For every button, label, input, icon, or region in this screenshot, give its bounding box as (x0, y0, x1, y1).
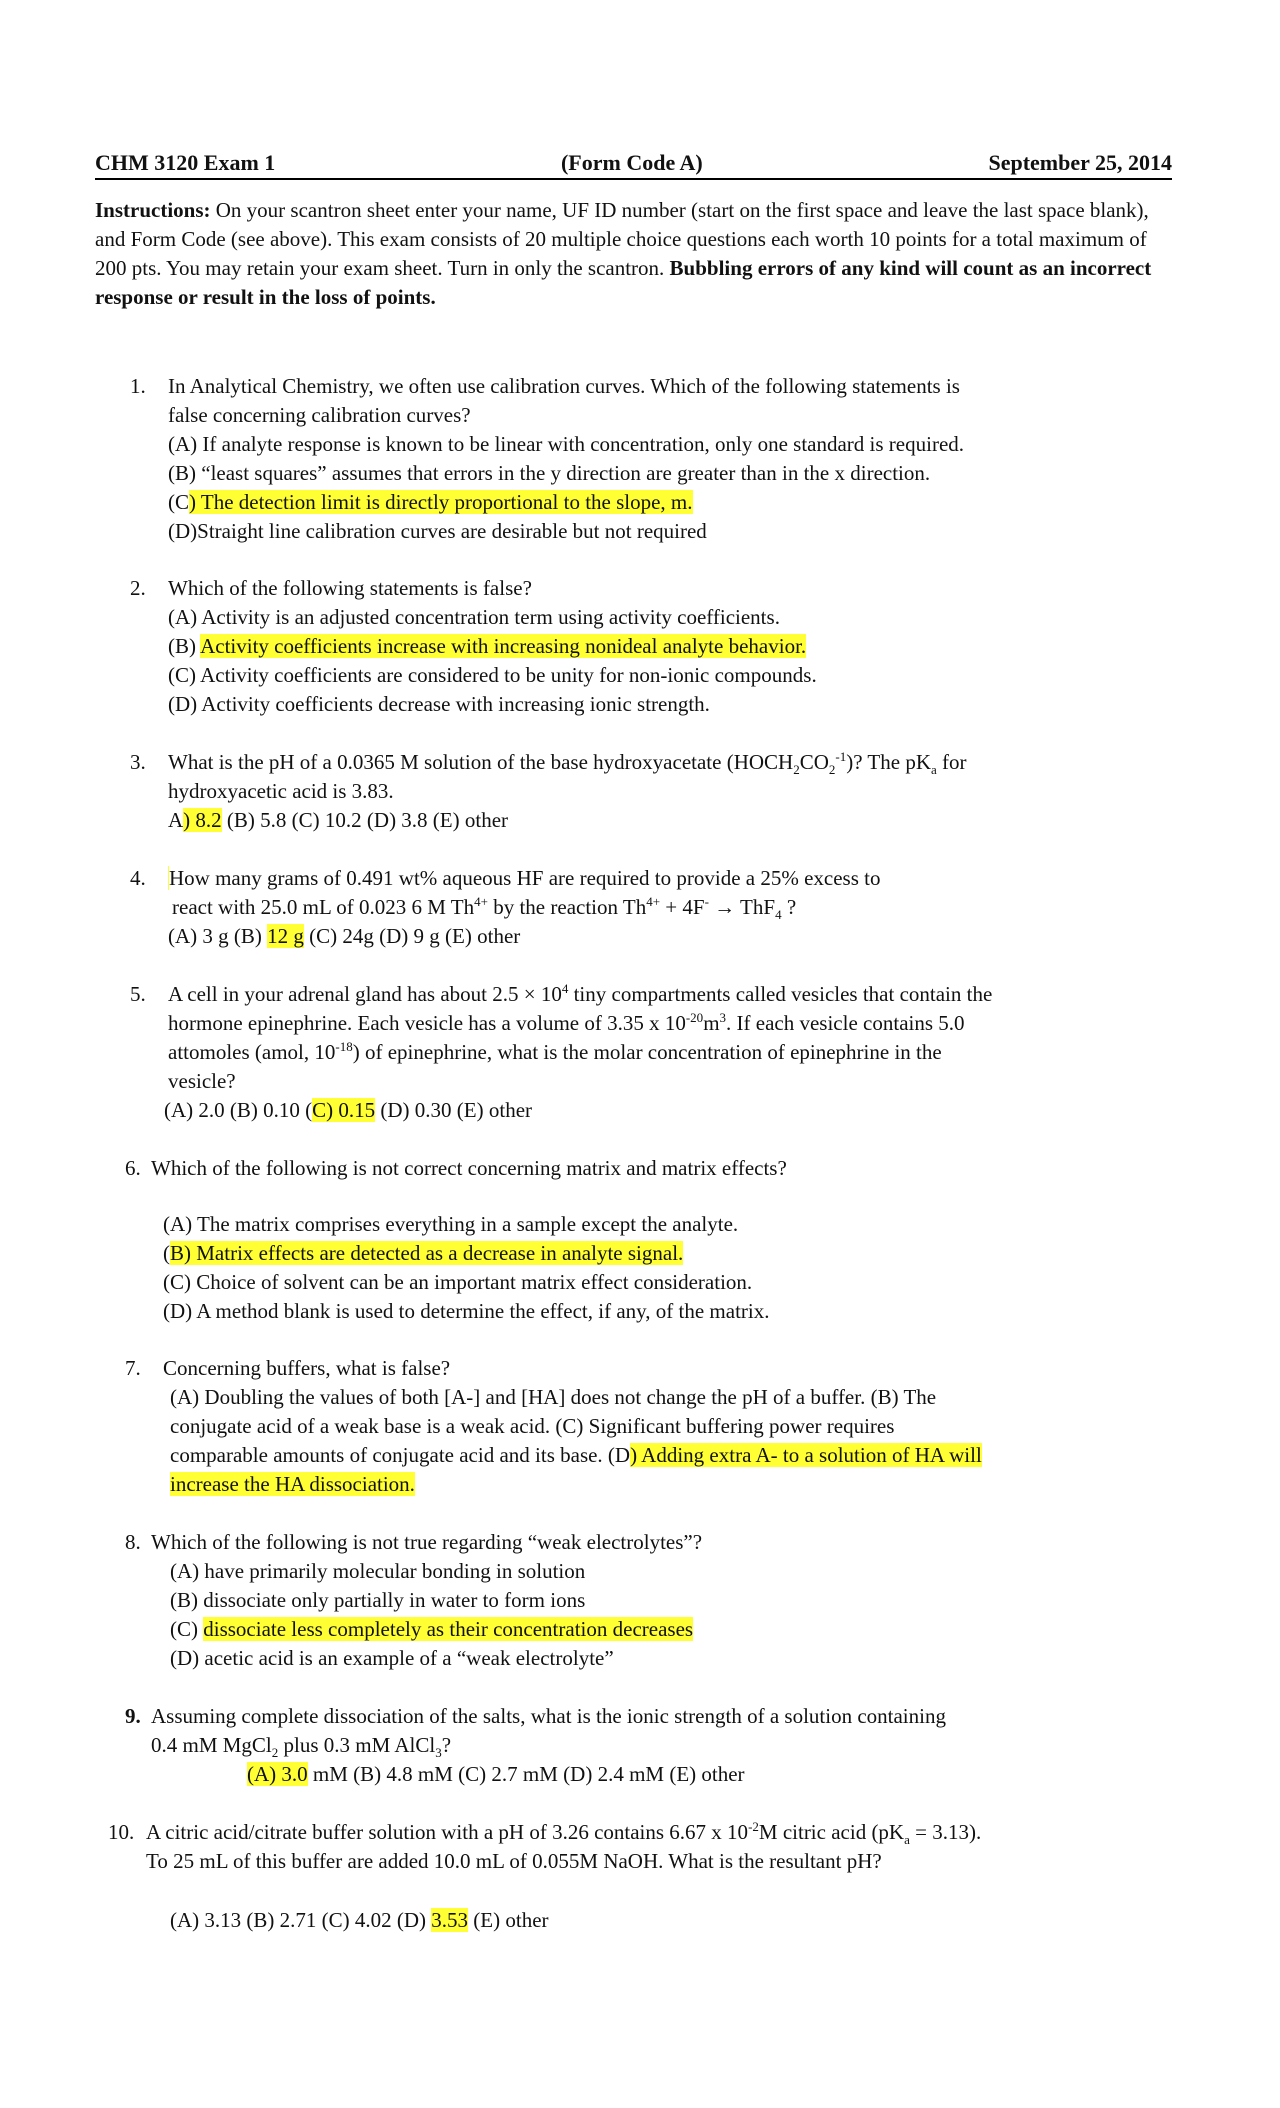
question-stem: A cell in your adrenal gland has about $2.5 \times 10^4$ tiny compartments called vesicles that contain the (168, 981, 993, 1006)
exam-date: September 25, 2014 (988, 150, 1172, 175)
answer-options: (A) 3.0 mM (B) 4.8 mM (C) 2.7 mM (D) 2.4 mM (E) other (247, 1762, 745, 1786)
highlighted-answer: dissociate less completely as their concentration decreases (203, 1617, 694, 1641)
question-number: 5. (130, 982, 146, 1006)
form-code: (Form Code A) (560, 150, 703, 175)
option-c: (C) The detection limit is directly proportional to the slope, m. (168, 490, 693, 514)
answer-options: (A) 2.0 (B) 0.10 (C) 0.15 (D) 0.30 (E) other (164, 1098, 533, 1122)
question-number: 1. (130, 374, 146, 398)
option-b: (B) Activity coefficients increase with increasing nonideal analyte behavior. (168, 634, 807, 658)
options-line: comparable amounts of conjugate acid and its base. (D) Adding extra A- to a solution of HA will (170, 1443, 982, 1467)
option-b: (B) “least squares” assumes that errors in the y direction are greater than in the x direction. (168, 461, 931, 485)
highlighted-answer: ) Adding extra A- to a solution of HA will (630, 1443, 982, 1467)
exam-header (95, 150, 1172, 180)
answer-options: (A) 3 g (B) 12 g (C) 24g (D) 9 g (E) other (168, 924, 521, 948)
highlighted-answer: ) The detection limit is directly proportional to the slope, m. (189, 490, 693, 514)
options-line (170, 1470, 982, 1499)
instructions (95, 196, 1180, 312)
question-stem: hormone epinephrine. Each vesicle has a volume of 3.35 x $10^{-20}m^3$. If each vesicle contains 5.0 (168, 1010, 965, 1035)
highlighted-answer: Activity coefficients increase with increasing nonideal analyte behavior. (200, 634, 807, 658)
highlighted-answer: C) 0.15 (312, 1098, 376, 1122)
option-a: (A) Activity is an adjusted concentration term using activity coefficients. (168, 605, 780, 629)
question-number: 6. (125, 1156, 141, 1180)
question-stem: To 25 mL of this buffer are added 10.0 mL of 0.055M NaOH. What is the resultant pH? (146, 1849, 882, 1873)
option-d: (D) acetic acid is an example of a “weak electrolyte” (170, 1646, 614, 1670)
option-a: (A) have primarily molecular bonding in solution (170, 1559, 586, 1583)
question-stem: 0.4 mM MgCl$_2$ plus 0.3 mM AlCl$_3$? (151, 1733, 452, 1761)
option-d: (D) Activity coefficients decrease with increasing ionic strength. (168, 692, 710, 716)
highlighted-answer: B) Matrix effects are detected as a decrease in analyte signal. (170, 1241, 684, 1265)
question-stem: A citric acid/citrate buffer solution with a pH of 3.26 contains 6.67 x $10^{-2}M$ citric acid $(pK_a = 3.13)$. (146, 1819, 982, 1848)
option-a: (A) The matrix comprises everything in a sample except the analyte. (163, 1212, 739, 1236)
option-b: (B) Matrix effects are detected as a decrease in analyte signal. (163, 1241, 684, 1265)
options-line: conjugate acid of a weak base is a weak acid. (C) Significant buffering power requires (170, 1414, 895, 1438)
answer-options: (A) 3.13 (B) 2.71 (C) 4.02 (D) 3.53 (E) other (170, 1908, 549, 1932)
question-stem: react with 25.0 mL of 0.023 6 M $Th^{4+}$ by the reaction $Th^{4+} + 4F^- \to ThF_4$ ? (172, 894, 797, 923)
course-title: CHM 3120 Exam 1 (95, 150, 276, 175)
question-stem: false concerning calibration curves? (168, 403, 471, 427)
options-line: (A) Doubling the values of both [A-] and [HA] does not change the pH of a buffer. (B) The (170, 1385, 937, 1409)
answer-options: A) 8.2 (B) 5.8 (C) 10.2 (D) 3.8 (E) other (168, 808, 509, 832)
question-stem: hydroxyacetic acid is 3.83. (168, 779, 394, 803)
question-number: 3. (130, 750, 146, 774)
option-c: (C) Activity coefficients are considered to be unity for non-ionic compounds. (168, 663, 817, 687)
option-c: (C) Choice of solvent can be an important matrix effect consideration. (163, 1270, 753, 1294)
question-number: 9. (125, 1704, 141, 1728)
highlighted-answer: increase the HA dissociation. (170, 1472, 415, 1496)
highlighted-answer: 12 g (267, 924, 304, 948)
option-b: (B) dissociate only partially in water to form ions (170, 1588, 586, 1612)
question-number: 2. (130, 576, 146, 600)
question-stem: Which of the following statements is false? (168, 576, 532, 600)
option-c: (C) dissociate less completely as their concentration decreases (170, 1617, 694, 1641)
highlighted-answer: 3.53 (431, 1908, 469, 1932)
question-stem: attomoles (amol, $10^{-18}$) of epinephrine, what is the molar concentration of epinephrine in the (168, 1039, 942, 1064)
question-number: 10. (108, 1820, 135, 1844)
question-number: 7. (125, 1356, 141, 1380)
question-stem: Concerning buffers, what is false? (163, 1356, 451, 1380)
instructions-text: On your scantron sheet enter your name, UF ID number (start on the first space and leave the last space blank), and Form Code (see above). This exam consists of 20 multiple choice questions each worth 10 points for a total maximum of 200 pts. You may retain your exam sheet. Turn in only the scantron. (95, 198, 1149, 280)
option-d: (D) A method blank is used to determine the effect, if any, of the matrix. (163, 1299, 770, 1323)
question-stem: Which of the following is not true regarding “weak electrolytes”? (151, 1530, 703, 1554)
highlighted-answer: (A) 3.0 (247, 1762, 308, 1786)
question-stem: What is the pH of a 0.0365 M solution of the base hydroxyacetate $(HOCH_2CO_2^{-1})$? The $pK_a$ for (168, 749, 967, 778)
highlighted-answer: ) 8.2 (183, 808, 222, 832)
question-number: 8. (125, 1530, 141, 1554)
instructions-label: Instructions: (95, 198, 211, 222)
option-d: (D)Straight line calibration curves are desirable but not required (168, 519, 707, 543)
question-stem: Assuming complete dissociation of the salts, what is the ionic strength of a solution containing (151, 1704, 946, 1728)
question-stem: In Analytical Chemistry, we often use calibration curves. Which of the following statements is (168, 374, 960, 398)
question-stem: vesicle? (168, 1069, 236, 1093)
question-number: 4. (130, 866, 146, 890)
instructions-warning: Bubbling errors of any kind will count as an incorrect response or result in the loss of points. (95, 256, 1152, 309)
option-a: (A) If analyte response is known to be linear with concentration, only one standard is required. (168, 432, 965, 456)
question-stem: Which of the following is not correct concerning matrix and matrix effects? (151, 1156, 787, 1180)
question-stem: How many grams of 0.491 wt% aqueous HF are required to provide a 25% excess to (169, 866, 881, 890)
